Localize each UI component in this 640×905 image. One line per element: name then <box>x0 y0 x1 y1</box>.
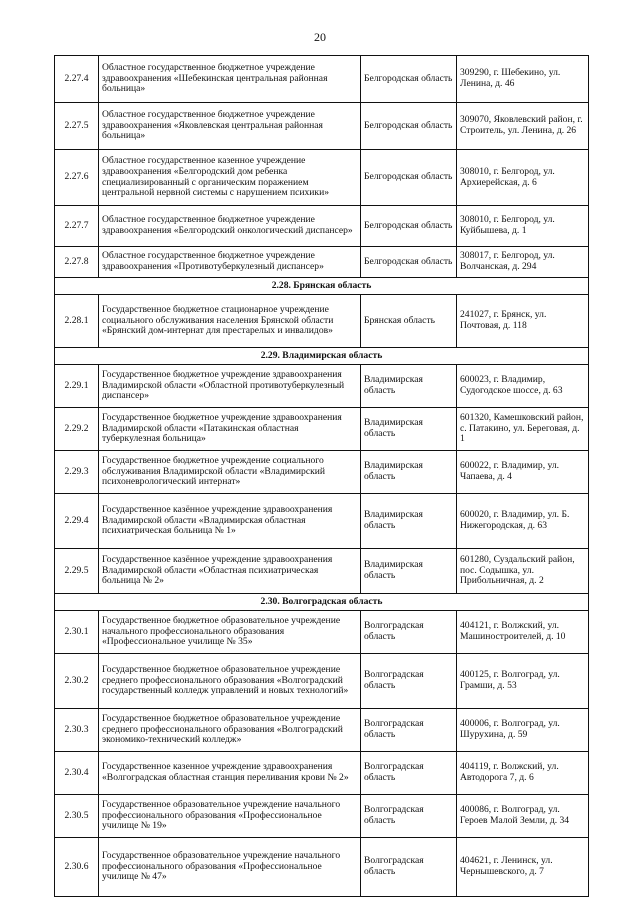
table-row <box>55 654 589 709</box>
table-row <box>55 451 589 494</box>
institution-name: Государственное образовательное учреждение начального профессионального образования «Профессиональное училище № 47» <box>99 838 361 897</box>
region-name: Белгородская область <box>361 150 457 206</box>
institution-name: Государственное бюджетное образовательное учреждение среднего профессионального образования «Волгоградский государственный колледж управлений и новых технологий» <box>99 654 361 709</box>
table-row <box>55 611 589 654</box>
table-row <box>55 549 589 594</box>
institution-address: 400125, г. Волгоград, ул. Грамши, д. 53 <box>457 654 589 709</box>
row-number: 2.29.3 <box>55 451 99 494</box>
row-number: 2.29.2 <box>55 408 99 451</box>
institution-name: Государственное казенное учреждение здравоохранения «Волгоградская областная станция переливания крови № 2» <box>99 752 361 795</box>
table-row <box>55 247 589 278</box>
row-number: 2.27.5 <box>55 103 99 150</box>
table-row <box>55 494 589 549</box>
institution-address: 404621, г. Ленинск, ул. Чернышевского, д. 7 <box>457 838 589 897</box>
region-name: Волгоградская область <box>361 611 457 654</box>
page-number: 20 <box>314 30 326 44</box>
institution-address: 601280, Суздальский район, пос. Содышка, ул. Прибольничная, д. 2 <box>457 549 589 594</box>
institution-address: 404119, г. Волжский, ул. Автодорога 7, д. 6 <box>457 752 589 795</box>
institution-name: Областное государственное бюджетное учреждение здравоохранения «Шебекинская центральная районная больница» <box>99 56 361 103</box>
institution-address: 308017, г. Белгород, ул. Волчанская, д. 294 <box>457 247 589 278</box>
region-name: Белгородская область <box>361 56 457 103</box>
row-number: 2.30.2 <box>55 654 99 709</box>
table-row <box>55 206 589 247</box>
institution-name: Государственное бюджетное учреждение здравоохранения Владимирской области «Областной противотуберкулезный диспансер» <box>99 365 361 408</box>
institution-name: Государственное бюджетное учреждение социального обслуживания Владимирской области «Владимирский психоневрологический интернат» <box>99 451 361 494</box>
section-header-row <box>55 278 589 295</box>
region-name: Брянская область <box>361 295 457 348</box>
institution-name: Государственное казённое учреждение здравоохранения Владимирской области «Владимирская областная психиатрическая больница № 1» <box>99 494 361 549</box>
region-name: Волгоградская область <box>361 709 457 752</box>
institution-name: Областное государственное бюджетное учреждение здравоохранения «Яковлевская центральная районная больница» <box>99 103 361 150</box>
institution-name: Областное государственное казенное учреждение здравоохранения «Белгородский дом ребенка специализированный с органическим поражением центральной нервной системы с нарушением психики» <box>99 150 361 206</box>
table-row <box>55 838 589 897</box>
institution-address: 600022, г. Владимир, ул. Чапаева, д. 4 <box>457 451 589 494</box>
row-number: 2.30.4 <box>55 752 99 795</box>
section-title: 2.29. Владимирская область <box>55 348 589 365</box>
institution-address: 400006, г. Волгоград, ул. Шурухина, д. 59 <box>457 709 589 752</box>
table-row <box>55 56 589 103</box>
row-number: 2.29.1 <box>55 365 99 408</box>
institution-name: Государственное образовательное учреждение начального профессионального образования «Профессиональное училище № 19» <box>99 795 361 838</box>
section-header-row <box>55 348 589 365</box>
row-number: 2.30.3 <box>55 709 99 752</box>
institution-address: 400086, г. Волгоград, ул. Героев Малой Земли, д. 34 <box>457 795 589 838</box>
row-number: 2.28.1 <box>55 295 99 348</box>
institution-name: Государственное казённое учреждение здравоохранения Владимирской области «Областная психиатрическая больница № 2» <box>99 549 361 594</box>
table-body <box>55 56 589 897</box>
row-number: 2.27.6 <box>55 150 99 206</box>
region-name: Волгоградская область <box>361 752 457 795</box>
region-name: Волгоградская область <box>361 838 457 897</box>
region-name: Волгоградская область <box>361 795 457 838</box>
institution-name: Областное государственное бюджетное учреждение здравоохранения «Противотуберкулезный диспансер» <box>99 247 361 278</box>
section-title: 2.30. Волгоградская область <box>55 594 589 611</box>
table-row <box>55 295 589 348</box>
region-name: Белгородская область <box>361 247 457 278</box>
table-row <box>55 365 589 408</box>
row-number: 2.29.5 <box>55 549 99 594</box>
institution-name: Государственное бюджетное образовательное учреждение начального профессионального образования «Профессиональное училище № 35» <box>99 611 361 654</box>
region-name: Владимирская область <box>361 408 457 451</box>
row-number: 2.30.6 <box>55 838 99 897</box>
institution-address: 404121, г. Волжский, ул. Машиностроителей, д. 10 <box>457 611 589 654</box>
table-row <box>55 150 589 206</box>
institutions-table <box>54 55 589 897</box>
institution-address: 601320, Камешковский район, с. Патакино, ул. Береговая, д. 1 <box>457 408 589 451</box>
institution-address: 241027, г. Брянск, ул. Почтовая, д. 118 <box>457 295 589 348</box>
institution-address: 309290, г. Шебекино, ул. Ленина, д. 46 <box>457 56 589 103</box>
region-name: Владимирская область <box>361 451 457 494</box>
institution-name: Государственное бюджетное образовательное учреждение среднего профессионального образования «Волгоградский экономико-технический колледж» <box>99 709 361 752</box>
institution-address: 600023, г. Владимир, Судогодское шоссе, д. 63 <box>457 365 589 408</box>
row-number: 2.27.4 <box>55 56 99 103</box>
row-number: 2.30.1 <box>55 611 99 654</box>
row-number: 2.27.8 <box>55 247 99 278</box>
institution-name: Государственное бюджетное учреждение здравоохранения Владимирской области «Патакинская областная туберкулезная больница» <box>99 408 361 451</box>
institution-address: 600020, г. Владимир, ул. Б. Нижегородская, д. 63 <box>457 494 589 549</box>
institution-name: Областное государственное бюджетное учреждение здравоохранения «Белгородский онкологический диспансер» <box>99 206 361 247</box>
section-title: 2.28. Брянская область <box>55 278 589 295</box>
institution-address: 308010, г. Белгород, ул. Архиерейская, д. 6 <box>457 150 589 206</box>
row-number: 2.30.5 <box>55 795 99 838</box>
table-row <box>55 709 589 752</box>
institution-address: 309070, Яковлевский район, г. Строитель, ул. Ленина, д. 26 <box>457 103 589 150</box>
institution-name: Государственное бюджетное стационарное учреждение социального обслуживания населения Брянской области «Брянский дом-интернат для престарелых и инвалидов» <box>99 295 361 348</box>
table-row <box>55 795 589 838</box>
row-number: 2.27.7 <box>55 206 99 247</box>
section-header-row <box>55 594 589 611</box>
region-name: Белгородская область <box>361 206 457 247</box>
row-number: 2.29.4 <box>55 494 99 549</box>
institution-address: 308010, г. Белгород, ул. Куйбышева, д. 1 <box>457 206 589 247</box>
region-name: Владимирская область <box>361 549 457 594</box>
region-name: Волгоградская область <box>361 654 457 709</box>
table-row <box>55 752 589 795</box>
region-name: Владимирская область <box>361 494 457 549</box>
table-row <box>55 408 589 451</box>
region-name: Белгородская область <box>361 103 457 150</box>
region-name: Владимирская область <box>361 365 457 408</box>
table-row <box>55 103 589 150</box>
